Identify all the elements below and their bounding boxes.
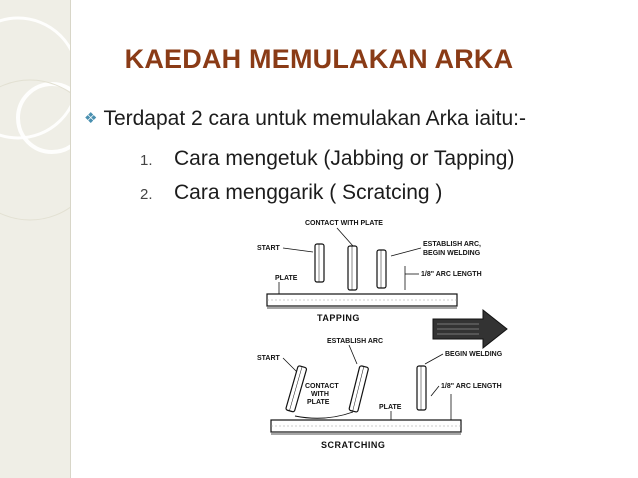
- electrode: [349, 366, 369, 413]
- bullet-text: Terdapat 2 cara untuk memulakan Arka iaitu:-: [103, 107, 527, 130]
- leader-line: [283, 358, 297, 372]
- electrode: [286, 365, 307, 412]
- label-establish-arc: ESTABLISH ARC,: [423, 241, 481, 248]
- label-contact: CONTACT: [305, 383, 339, 390]
- slide-title: KAEDAH MEMULAKAN ARKA: [124, 44, 514, 74]
- label-with: WITH: [311, 391, 329, 398]
- label-plate-contact: PLATE: [307, 399, 330, 406]
- label-plate: PLATE: [275, 275, 298, 282]
- leader-line: [431, 386, 439, 396]
- list-item-number: 1.: [140, 152, 153, 169]
- arc-starting-diagram: [245, 216, 535, 456]
- diamond-bullet-icon: ❖: [84, 110, 98, 127]
- leader-line: [391, 248, 421, 256]
- list-item-number: 2.: [140, 186, 153, 203]
- scratch-path: [295, 412, 353, 418]
- caption-scratching: SCRATCHING: [321, 440, 386, 450]
- label-start: START: [257, 355, 280, 362]
- label-plate: PLATE: [379, 404, 402, 411]
- electrode: [348, 246, 357, 290]
- leader-line: [349, 345, 357, 364]
- leader-line: [283, 248, 313, 252]
- electrode: [315, 244, 324, 282]
- list-item: [140, 147, 514, 171]
- label-begin-welding: BEGIN WELDING: [445, 351, 503, 358]
- leader-line: [337, 228, 353, 246]
- caption-tapping: TAPPING: [317, 313, 360, 323]
- label-arc-length: 1/8" ARC LENGTH: [441, 383, 502, 390]
- list-item-text: Cara mengetuk (Jabbing or Tapping): [174, 147, 515, 170]
- direction-arrow-icon: [433, 310, 507, 348]
- list-item-text: Cara menggarik ( Scratcing ): [174, 181, 443, 204]
- label-start: START: [257, 245, 280, 252]
- label-begin-welding: BEGIN WELDING: [423, 250, 481, 257]
- electrode: [417, 366, 426, 410]
- leader-line: [425, 354, 443, 364]
- list-item: [140, 181, 442, 205]
- bullet-line: [84, 107, 526, 131]
- scratching-illustration: [257, 338, 503, 450]
- label-arc-length: 1/8" ARC LENGTH: [421, 271, 482, 278]
- tapping-illustration: [257, 220, 482, 323]
- electrode: [377, 250, 386, 288]
- label-contact-with-plate: CONTACT WITH PLATE: [305, 220, 383, 227]
- label-establish-arc: ESTABLISH ARC: [327, 338, 383, 345]
